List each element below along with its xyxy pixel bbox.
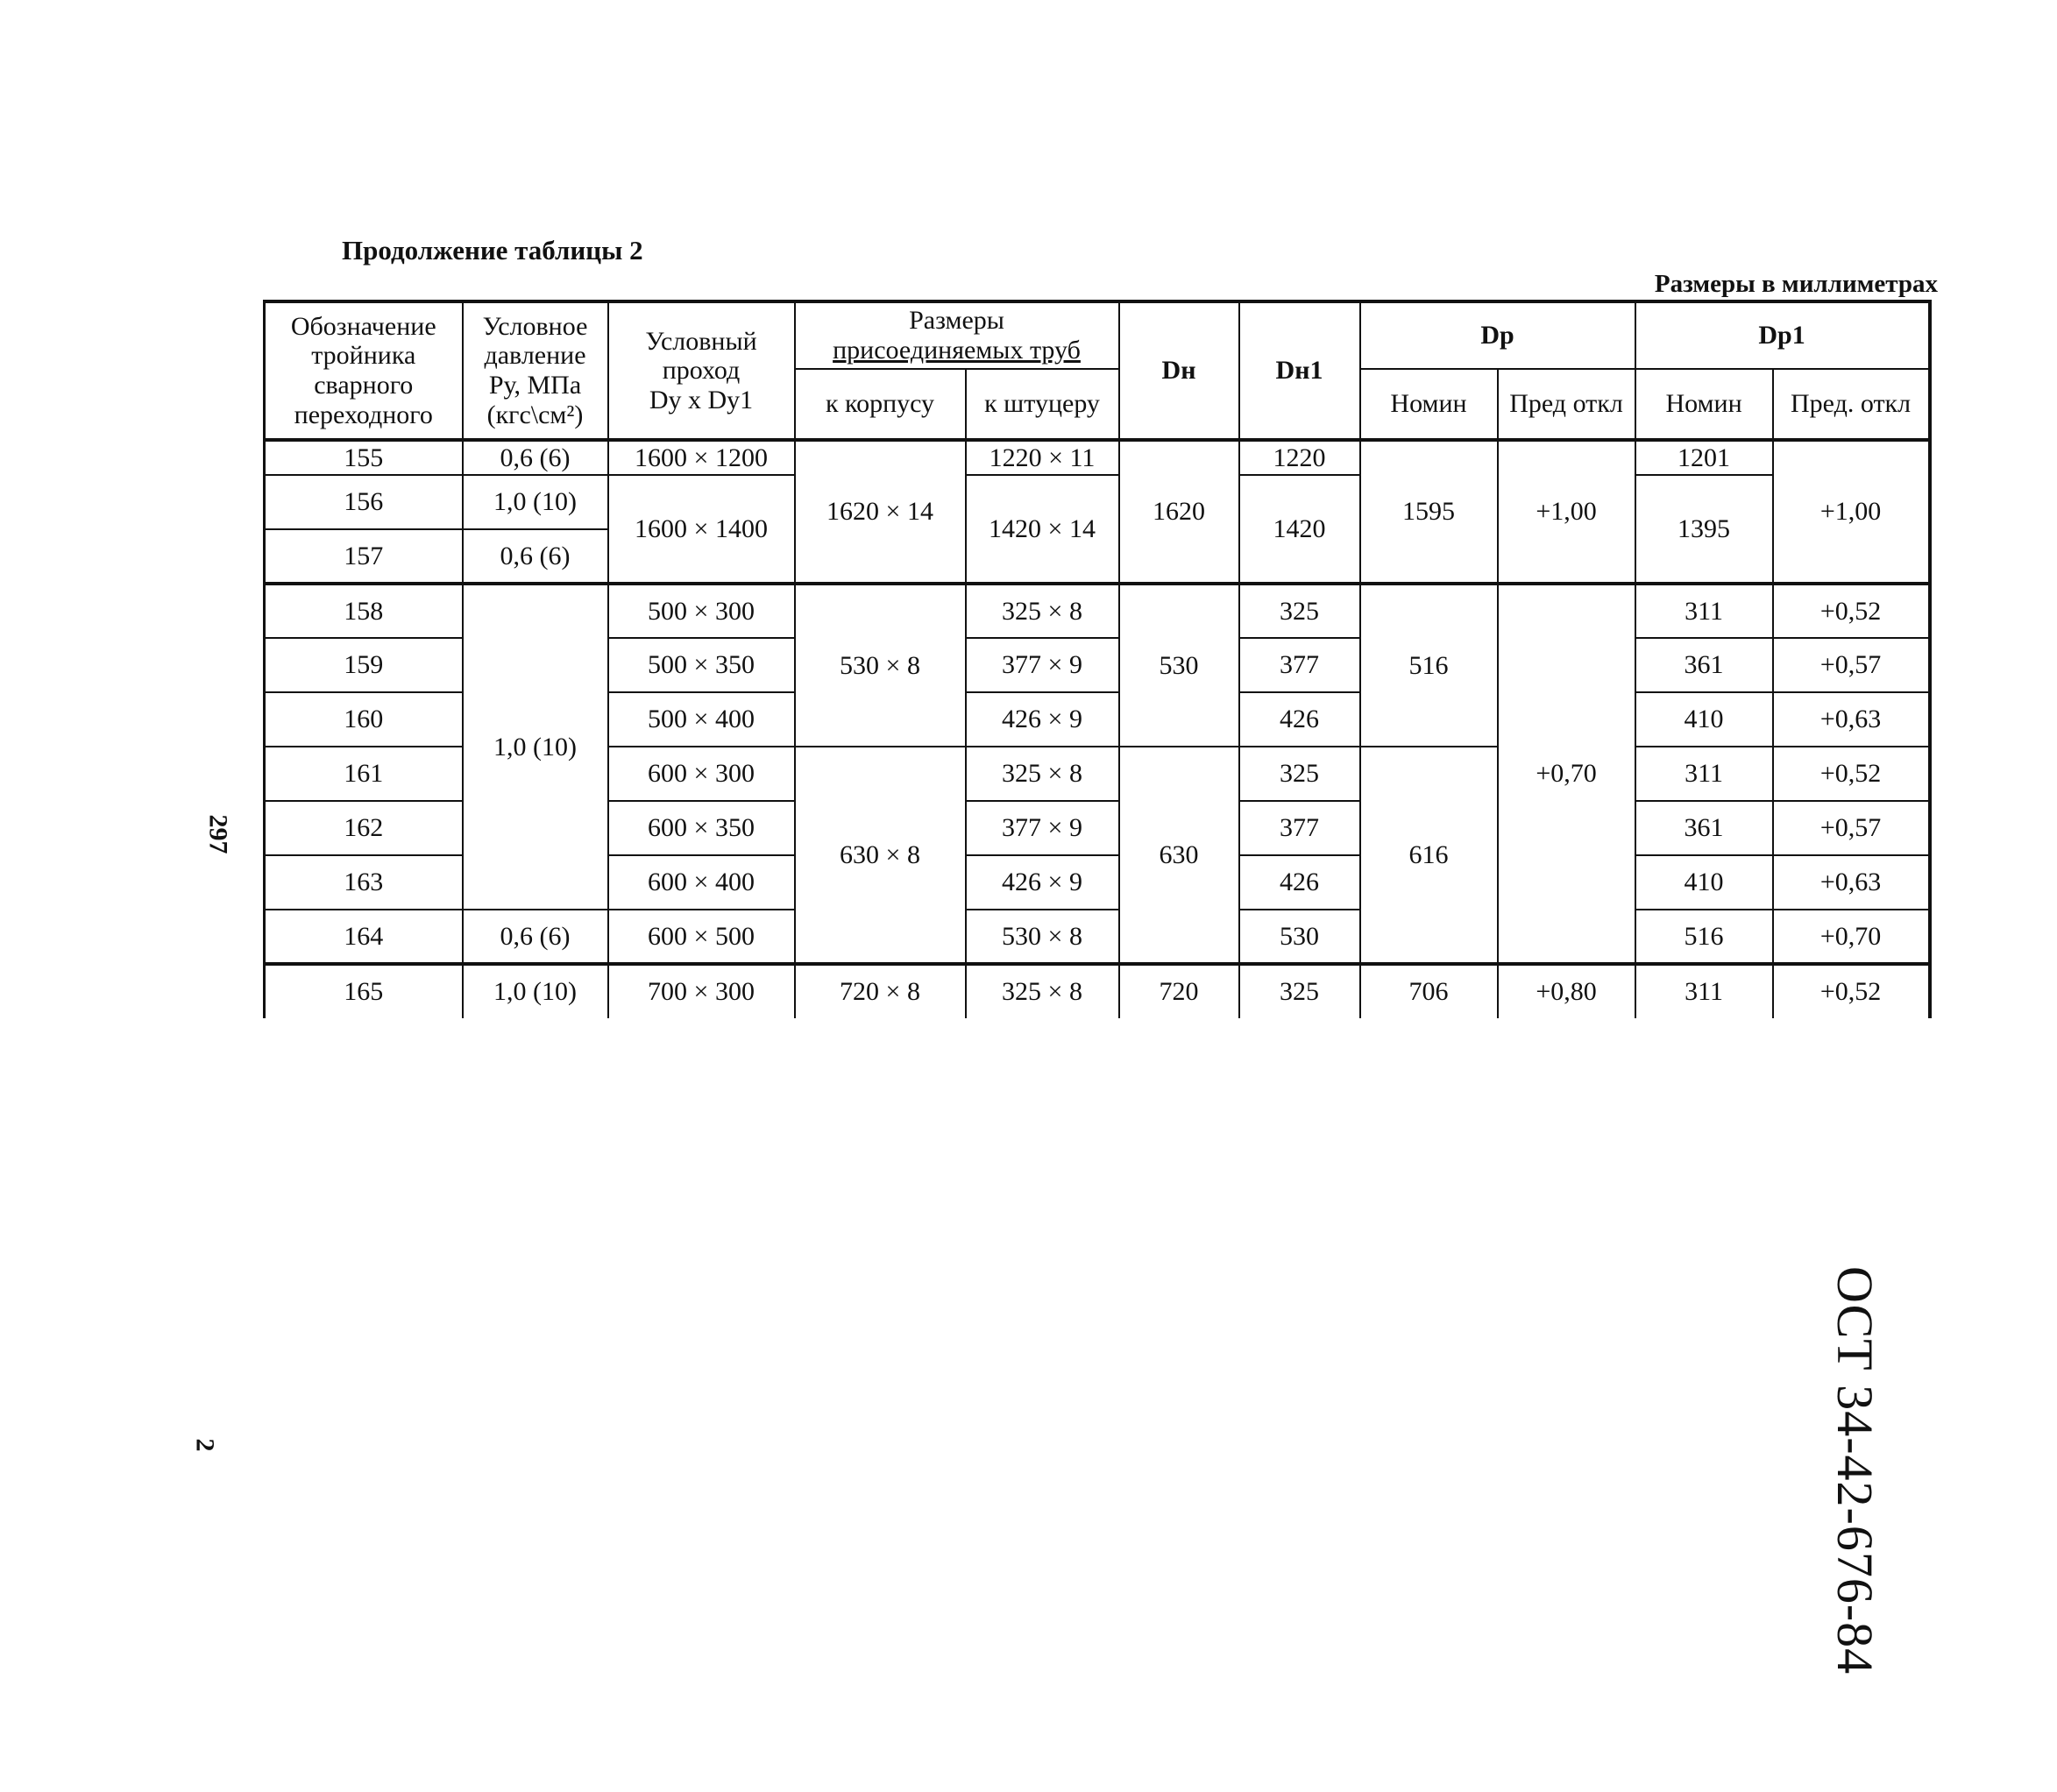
cell-dn1: 426: [1239, 855, 1360, 910]
header-passage-line1: Условный проход: [645, 326, 757, 386]
header-dn1: Dн1: [1239, 301, 1360, 440]
cell-dp-nom: 1595: [1360, 440, 1498, 584]
header-pressure-line1: Условное давление: [482, 311, 588, 371]
cell-passage: 600 × 350: [608, 801, 795, 855]
cell-dn1: 325: [1239, 584, 1360, 638]
cell-passage: 500 × 400: [608, 692, 795, 747]
cell-dn1: 426: [1239, 692, 1360, 747]
cell-dp-dev: +0,70: [1498, 584, 1635, 964]
header-dp1-nom: Номин: [1635, 369, 1773, 440]
cell-nozzle: 325 × 8: [966, 964, 1119, 1018]
table-row: [265, 584, 1930, 638]
cell-dp1-dev: +0,57: [1773, 801, 1930, 855]
cell-designation: 163: [265, 855, 463, 910]
cell-body: 720 × 8: [795, 964, 966, 1018]
header-designation: Обозначение тройника сварного переходного: [265, 301, 463, 440]
cell-dn: 630: [1119, 747, 1239, 964]
header-pressure-line3: (кгс\см²): [486, 400, 584, 429]
header-dp1-dev: Пред. откл: [1773, 369, 1930, 440]
cell-dn1: 530: [1239, 910, 1360, 964]
header-dp-nom: Номин: [1360, 369, 1498, 440]
cell-nozzle: 426 × 9: [966, 855, 1119, 910]
cell-dp1-dev: +0,63: [1773, 692, 1930, 747]
cell-dp1-dev: +1,00: [1773, 440, 1930, 584]
cell-designation: 162: [265, 801, 463, 855]
cell-body: 630 × 8: [795, 747, 966, 964]
cell-dp-nom: 706: [1360, 964, 1498, 1018]
cell-nozzle: 1220 × 11: [966, 440, 1119, 475]
cell-designation: 157: [265, 529, 463, 584]
cell-dp1-nom: 410: [1635, 855, 1773, 910]
table-row: [265, 440, 1930, 475]
cell-dn1: 377: [1239, 638, 1360, 692]
header-dp: Dр: [1360, 301, 1635, 369]
cell-designation: 156: [265, 475, 463, 529]
table-row: [265, 964, 1930, 1018]
cell-dn: 530: [1119, 584, 1239, 747]
header-passage: [608, 301, 795, 440]
cell-dp1-nom: 1201: [1635, 440, 1773, 475]
cell-dn: 1620: [1119, 440, 1239, 584]
table-caption: Продолжение таблицы 2: [342, 235, 643, 266]
table-row: [265, 910, 1930, 964]
cell-nozzle: 530 × 8: [966, 910, 1119, 964]
cell-dn1: 325: [1239, 964, 1360, 1018]
cell-passage: 600 × 500: [608, 910, 795, 964]
cell-pressure: 0,6 (6): [463, 440, 608, 475]
cell-designation: 160: [265, 692, 463, 747]
cell-dn1: 325: [1239, 747, 1360, 801]
header-dn: Dн: [1119, 301, 1239, 440]
cell-dp1-nom: 410: [1635, 692, 1773, 747]
cell-passage: 500 × 350: [608, 638, 795, 692]
tee-dimensions-table: [263, 300, 1932, 1018]
cell-dp1-nom: 311: [1635, 964, 1773, 1018]
cell-nozzle: 325 × 8: [966, 584, 1119, 638]
cell-dn1: 377: [1239, 801, 1360, 855]
cell-passage: 700 × 300: [608, 964, 795, 1018]
page-number: 297: [203, 814, 233, 854]
cell-nozzle: 377 × 9: [966, 638, 1119, 692]
cell-dp1-dev: +0,63: [1773, 855, 1930, 910]
cell-nozzle: 377 × 9: [966, 801, 1119, 855]
cell-dp-nom: 516: [1360, 584, 1498, 747]
cell-designation: 165: [265, 964, 463, 1018]
cell-dp1-dev: +0,57: [1773, 638, 1930, 692]
cell-dp-nom: 616: [1360, 747, 1498, 964]
cell-dp1-nom: 311: [1635, 584, 1773, 638]
standard-code: ОСТ 34-42-676-84: [1826, 1266, 1883, 1675]
header-to-nozzle: к штуцеру: [966, 369, 1119, 440]
cell-pressure: 1,0 (10): [463, 964, 608, 1018]
cell-pressure: 0,6 (6): [463, 529, 608, 584]
cell-pressure: 1,0 (10): [463, 475, 608, 529]
header-pipe-sizes-line2: присоединяемых труб: [833, 336, 1081, 365]
cell-nozzle: 426 × 9: [966, 692, 1119, 747]
table-row: [265, 475, 1930, 529]
header-dp-dev: Пред откл: [1498, 369, 1635, 440]
cell-dp1-nom: 311: [1635, 747, 1773, 801]
cell-dn1: 1420: [1239, 475, 1360, 584]
header-pressure: [463, 301, 608, 440]
cell-nozzle: 1420 × 14: [966, 475, 1119, 584]
cell-passage: 500 × 300: [608, 584, 795, 638]
cell-passage: 1600 × 1200: [608, 440, 795, 475]
cell-passage: 600 × 300: [608, 747, 795, 801]
header-to-body: к корпусу: [795, 369, 966, 440]
cell-designation: 161: [265, 747, 463, 801]
cell-body: 530 × 8: [795, 584, 966, 747]
cell-passage: 600 × 400: [608, 855, 795, 910]
cell-designation: 159: [265, 638, 463, 692]
cell-body: 1620 × 14: [795, 440, 966, 584]
cell-dp1-dev: +0,52: [1773, 747, 1930, 801]
cell-dp1-nom: 1395: [1635, 475, 1773, 584]
cell-designation: 155: [265, 440, 463, 475]
cell-dp1-dev: +0,52: [1773, 584, 1930, 638]
cell-dn1: 1220: [1239, 440, 1360, 475]
cell-designation: 164: [265, 910, 463, 964]
cell-dp-dev: +1,00: [1498, 440, 1635, 584]
cell-dp1-nom: 361: [1635, 801, 1773, 855]
cell-nozzle: 325 × 8: [966, 747, 1119, 801]
cell-dp-dev: +0,80: [1498, 964, 1635, 1018]
cell-passage: 1600 × 1400: [608, 475, 795, 584]
cell-dp1-dev: +0,70: [1773, 910, 1930, 964]
header-pipe-sizes: [795, 301, 1119, 369]
units-note: Размеры в миллиметрах: [1654, 270, 1938, 298]
cell-pressure: 0,6 (6): [463, 910, 608, 964]
cell-dp1-nom: 361: [1635, 638, 1773, 692]
header-dp1: Dр1: [1635, 301, 1930, 369]
cell-dn: 720: [1119, 964, 1239, 1018]
header-pipe-sizes-line1: Размеры: [909, 306, 1004, 336]
cell-pressure: 1,0 (10): [463, 584, 608, 910]
cell-dp1-nom: 516: [1635, 910, 1773, 964]
header-passage-line2: Dу x Dу1: [649, 385, 754, 414]
header-pressure-line2: Pу, МПа: [488, 371, 582, 400]
sheet-number: 2: [190, 1438, 220, 1452]
cell-dp1-dev: +0,52: [1773, 964, 1930, 1018]
cell-designation: 158: [265, 584, 463, 638]
